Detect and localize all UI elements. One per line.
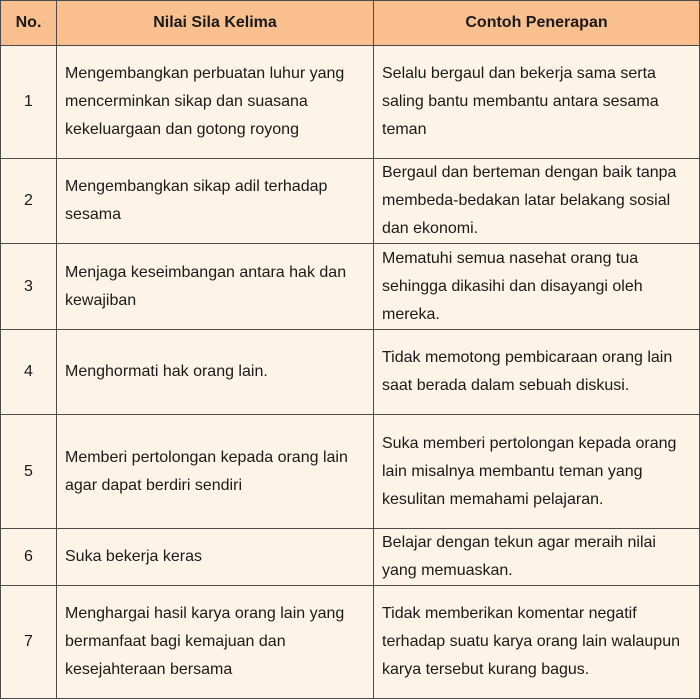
row-number: 2 [1, 159, 57, 244]
contoh-cell: Mematuhi semua nasehat orang tua sehingga dikasihi dan disayangi oleh mereka. [374, 244, 700, 330]
nilai-cell: Suka bekerja keras [57, 529, 374, 586]
header-row [1, 1, 700, 46]
row-number: 7 [1, 586, 57, 699]
header-nilai: Nilai Sila Kelima [57, 1, 374, 46]
table-row [1, 330, 700, 415]
contoh-cell: Tidak memberikan komentar negatif terhadap suatu karya orang lain walaupun karya tersebut kurang bagus. [374, 586, 700, 699]
nilai-cell: Menjaga keseimbangan antara hak dan kewajiban [57, 244, 374, 330]
row-number: 6 [1, 529, 57, 586]
nilai-cell: Menghormati hak orang lain. [57, 330, 374, 415]
contoh-cell: Belajar dengan tekun agar meraih nilai yang memuaskan. [374, 529, 700, 586]
row-number: 4 [1, 330, 57, 415]
contoh-cell: Bergaul dan berteman dengan baik tanpa membeda-bedakan latar belakang sosial dan ekonomi. [374, 159, 700, 244]
table-row [1, 159, 700, 244]
table-row [1, 244, 700, 330]
contoh-cell: Tidak memotong pembicaraan orang lain saat berada dalam sebuah diskusi. [374, 330, 700, 415]
nilai-cell: Memberi pertolongan kepada orang lain agar dapat berdiri sendiri [57, 415, 374, 529]
table-row [1, 586, 700, 699]
nilai-cell: Mengembangkan perbuatan luhur yang mencerminkan sikap dan suasana kekeluargaan dan gotong royong [57, 46, 374, 159]
row-number: 3 [1, 244, 57, 330]
nilai-cell: Menghargai hasil karya orang lain yang bermanfaat bagi kemajuan dan kesejahteraan bersama [57, 586, 374, 699]
header-contoh: Contoh Penerapan [374, 1, 700, 46]
row-number: 1 [1, 46, 57, 159]
table-row [1, 415, 700, 529]
table-body [1, 46, 700, 699]
contoh-cell: Suka memberi pertolongan kepada orang lain misalnya membantu teman yang kesulitan memahami pelajaran. [374, 415, 700, 529]
table-row [1, 529, 700, 586]
contoh-cell: Selalu bergaul dan bekerja sama serta saling bantu membantu antara sesama teman [374, 46, 700, 159]
table-row [1, 46, 700, 159]
row-number: 5 [1, 415, 57, 529]
nilai-cell: Mengembangkan sikap adil terhadap sesama [57, 159, 374, 244]
header-no: No. [1, 1, 57, 46]
table-header [1, 1, 700, 46]
